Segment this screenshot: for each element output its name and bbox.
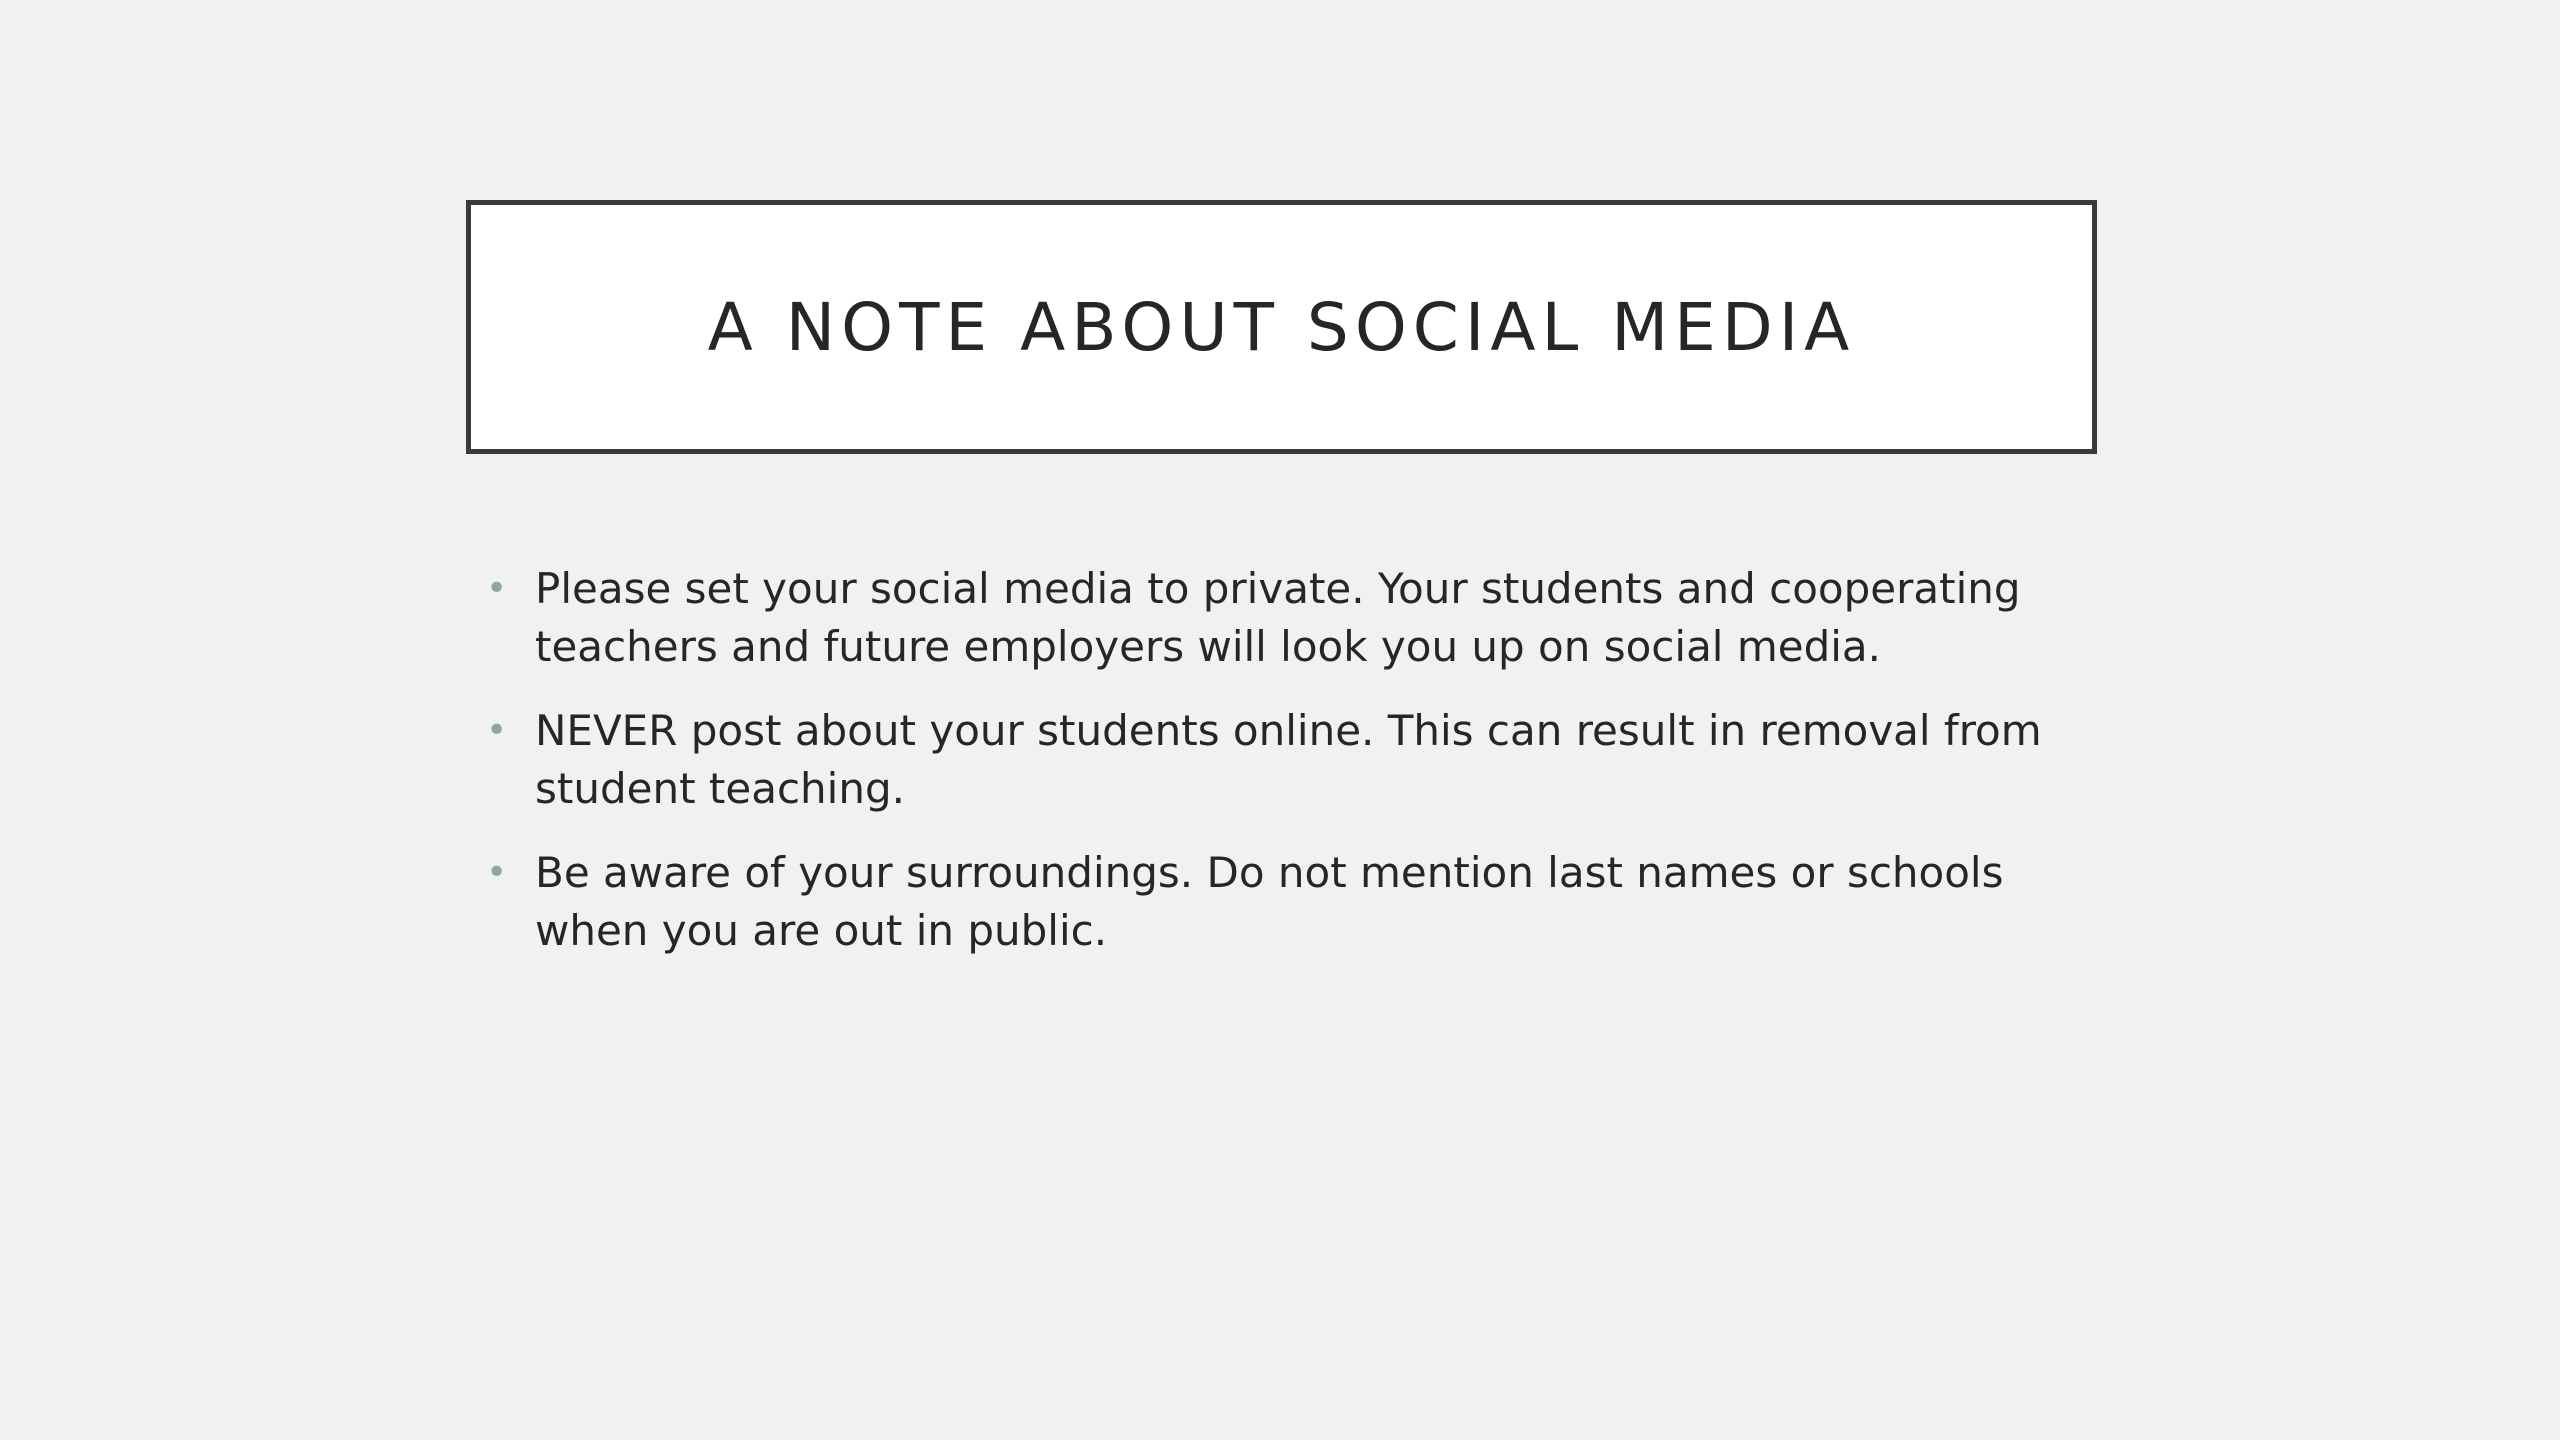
bullet-text: NEVER post about your students online. This can result in removal from student teaching. [535, 706, 2042, 813]
bullet-item-private-settings [486, 560, 2106, 676]
bullet-item-never-post [486, 702, 2106, 818]
bullet-text: Be aware of your surroundings. Do not mention last names or schools when you are out in public. [535, 848, 2004, 955]
bullet-item-surroundings [486, 844, 2106, 960]
bullet-dot-icon: • [486, 710, 508, 751]
bullet-dot-icon: • [486, 568, 508, 609]
bullet-text: Please set your social media to private. Your students and cooperating teachers and future employers will look you up on social media. [535, 564, 2021, 671]
bullet-list [486, 560, 2106, 986]
title-box [466, 200, 2097, 454]
bullet-dot-icon: • [486, 852, 508, 893]
slide-title: A NOTE ABOUT SOCIAL MEDIA [707, 288, 1856, 366]
